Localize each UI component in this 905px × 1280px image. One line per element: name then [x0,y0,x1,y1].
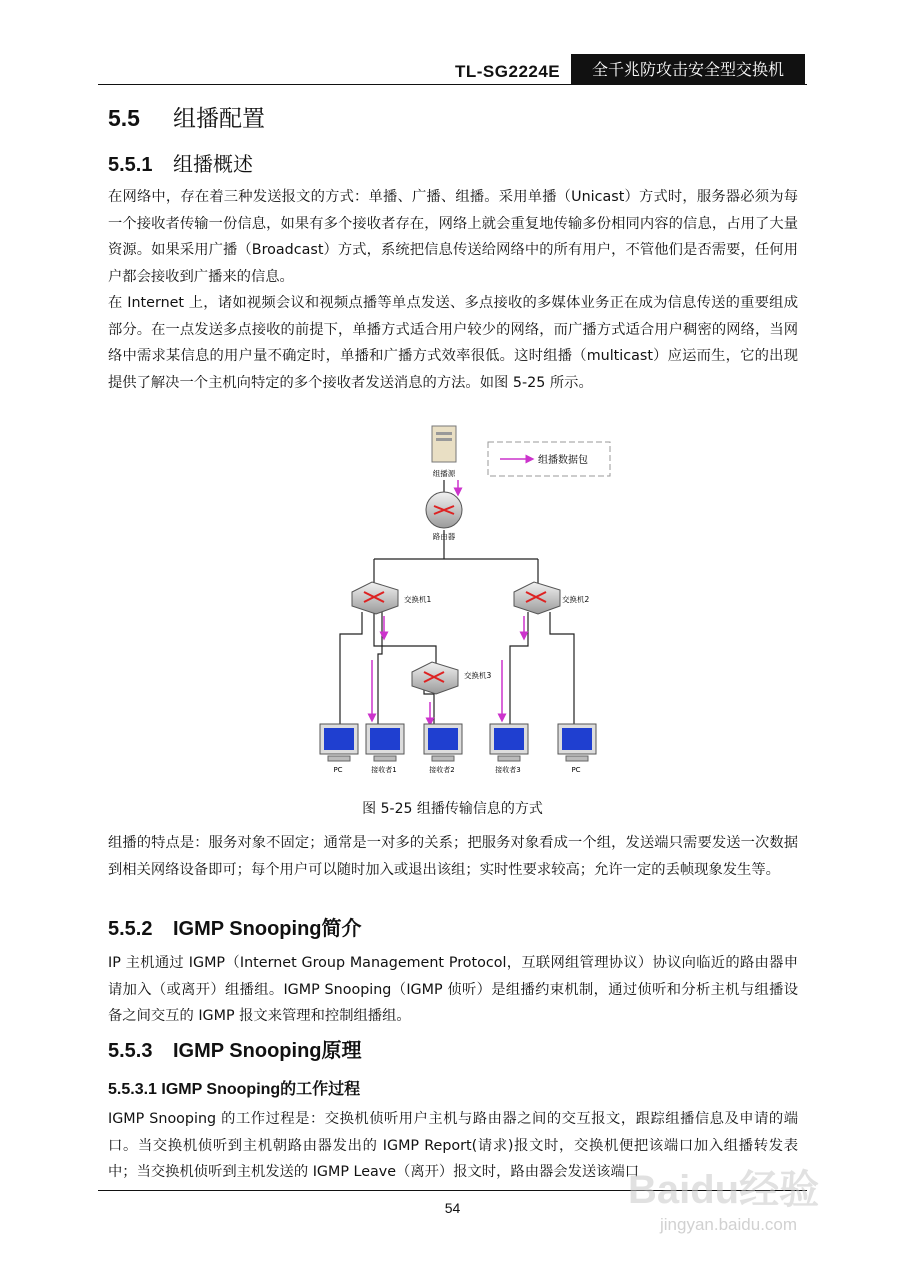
watermark-url: jingyan.baidu.com [660,1215,798,1234]
legend-label: 组播数据包 [538,455,588,466]
pc-right-icon [558,724,596,761]
section-heading [108,100,265,133]
subsubsection-5531-heading: 5.5.3.1 IGMP Snooping的工作过程 [108,1081,361,1098]
subsection-551-number: 5.5.1 [108,154,153,176]
router-label: 路由器 [432,532,456,541]
receiver3-label: 接收者3 [495,766,521,774]
receiver2-label: 接收者2 [429,766,455,774]
header-model: TL-SG2224E [455,62,561,81]
server-icon [432,426,456,462]
subsection-552-title: IGMP Snooping简介 [173,918,362,940]
router-icon [426,492,462,528]
section-title: 组播配置 [173,106,265,132]
switch3-icon [412,662,458,694]
receiver2-icon [424,724,462,761]
subsection-553-heading [108,1034,362,1063]
paragraph-551-1: 在网络中，存在着三种发送报文的方式：单播、广播、组播。采用单播（Unicast）方式时，服务器必须为每一个接收者传输一份信息，如果有多个接收者存在，网络上就会重复地传输多份相同内容的信息，占用了大量资源。如果采用广播（Broadcast）方式，系统把信息传送给网络中的所有用户，不管他们是否需要，任何用户都会接收到广播来的信息。 [108,189,798,285]
subsection-553-number: 5.5.3 [108,1040,153,1062]
subsection-552-number: 5.5.2 [108,918,153,940]
paragraph-5531-1: IGMP Snooping 的工作过程是：交换机侦听用户主机与路由器之间的交互报文，跟踪组播信息及申请的端口。当交换机侦听到主机朝路由器发出的 IGMP Report(请求)报文时，交换机便把该端口加入组播转发表中；当交换机侦听到主机发送的 IGMP Leave（离开）报文时，路由器会发送该端口 [108,1111,798,1180]
subsection-553-title: IGMP Snooping原理 [173,1040,362,1062]
subsection-551-title: 组播概述 [173,152,253,176]
subsection-552-heading [108,912,362,941]
pc-right-label: PC [571,766,581,774]
header-product-title: 全千兆防攻击安全型交换机 [571,54,805,85]
multicast-diagram [312,414,632,786]
receiver1-label: 接收者1 [371,766,397,774]
header-rule [98,84,807,85]
paragraph-551-2: 在 Internet 上，诸如视频会议和视频点播等单点发送、多点接收的多媒体业务正在成为信息传送的重要组成部分。在一点发送多点接收的前提下，单播方式适合用户较少的网络，而广播方式适合用户稠密的网络，当网络中需求某信息的用户量不确定时，单播和广播方式效率很低。这时组播（multicast）应运而生，它的出现提供了解决一个主机向特定的多个接收者发送消息的方法。如图 5-25 所示。 [108,295,798,391]
switch2-label: 交换机2 [562,595,590,604]
switch1-icon [352,582,398,614]
receiver1-icon [366,724,404,761]
switch3-label: 交换机3 [464,671,492,680]
paragraph-551-3: 组播的特点是：服务对象不固定；通常是一对多的关系；把服务对象看成一个组，发送端只需要发送一次数据到相关网络设备即可；每个用户可以随时加入或退出该组；实时性要求较高；允许一定的丢帧现象发生等。 [108,835,798,878]
switch1-label: 交换机1 [404,595,432,604]
receiver3-icon [490,724,528,761]
switch2-icon [514,582,560,614]
paragraph-552-1: IP 主机通过 IGMP（Internet Group Management Protocol，互联网组管理协议）协议向临近的路由器申请加入（或离开）组播组。IGMP Snooping（IGMP 侦听）是组播约束机制，通过侦听和分析主机与组播设备之间交互的 IGMP 报文来管理和控制组播组。 [108,955,798,1024]
pc-left-label: PC [333,766,343,774]
figure-caption: 图 5-25 组播传输信息的方式 [362,801,543,817]
server-label: 组播源 [432,469,456,478]
pc-left-icon [320,724,358,761]
watermark-brand: Baidu经验 [628,1168,820,1212]
section-number: 5.5 [108,105,140,131]
page-number: 54 [444,1200,461,1216]
subsection-551-heading [108,148,253,177]
